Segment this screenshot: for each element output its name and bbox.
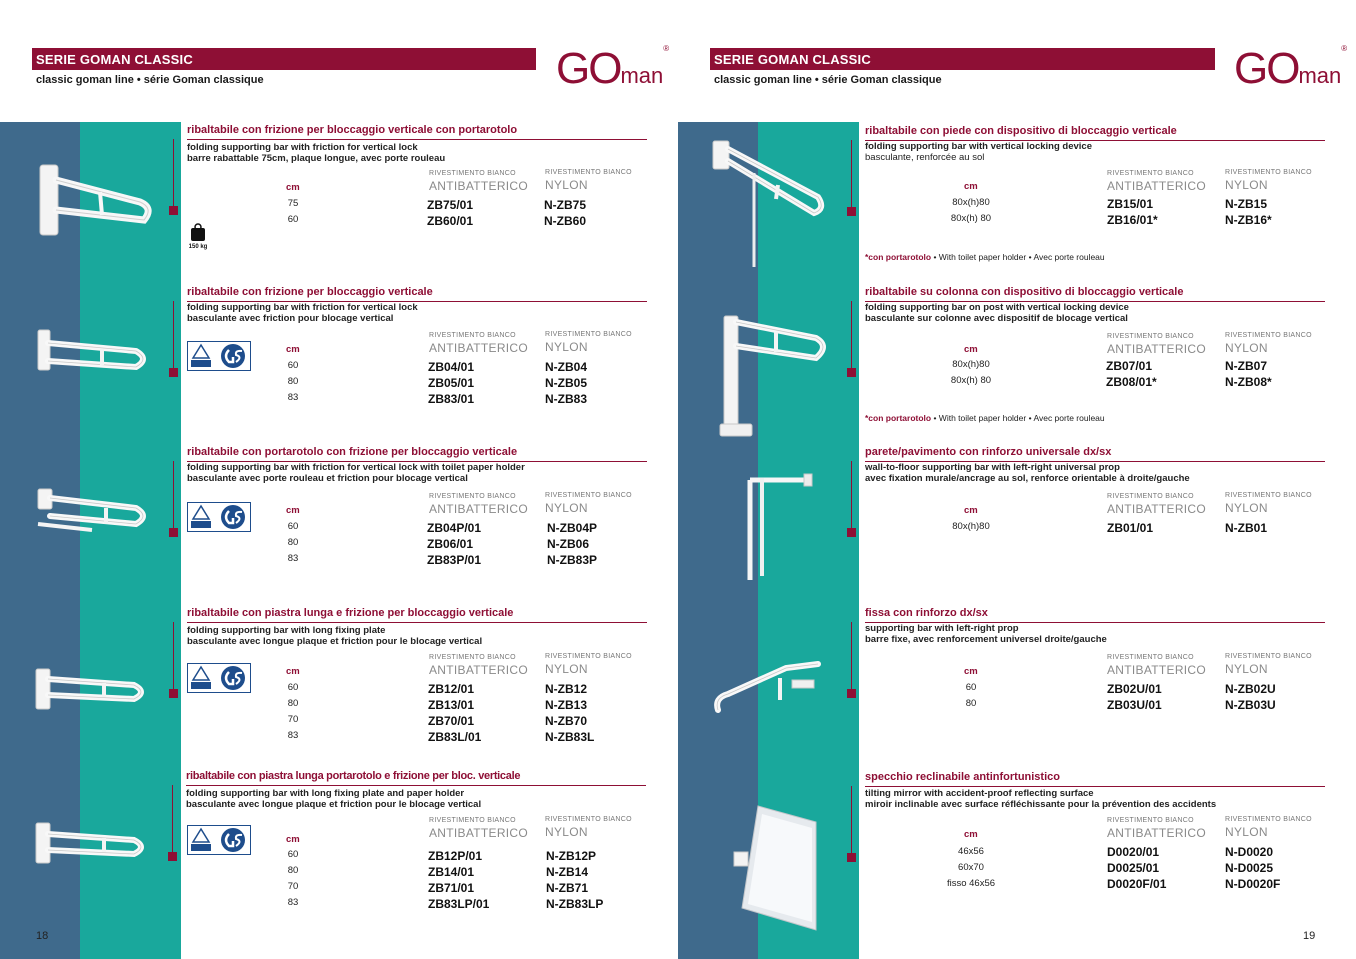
row-nylon-code: N-ZB01 <box>1225 521 1268 535</box>
row-nylon-code: N-ZB07 <box>1225 359 1268 373</box>
row-size: 80x(h) 80 <box>950 213 992 224</box>
col-nylon: NYLON <box>545 340 588 354</box>
section-vertical-rule <box>173 461 174 531</box>
col-nylon: NYLON <box>545 178 588 192</box>
section-vertical-rule <box>851 301 852 371</box>
col-antibatterico: ANTIBATTERICO <box>429 502 529 516</box>
col-nylon-small: RIVESTIMENTO BIANCO <box>545 169 632 176</box>
row-nylon-code: N-ZB05 <box>545 376 588 390</box>
row-nylon-code: N-ZB15 <box>1225 197 1268 211</box>
row-size: 70 <box>287 881 299 892</box>
col-antibatterico-small: RIVESTIMENTO BIANCO <box>1107 654 1194 661</box>
section-title: ribaltabile su colonna con dispositivo di bloccaggio verticale <box>865 286 1184 298</box>
section-desc-fr: basculante avec longue plaque et friction pour le blocage vertical <box>186 799 482 810</box>
row-size: 60 <box>287 849 299 860</box>
col-antibatterico: ANTIBATTERICO <box>1107 179 1207 193</box>
tilting-mirror-image <box>732 800 822 935</box>
section-desc-en: folding supporting bar with vertical locking device <box>865 141 1092 152</box>
row-size: 60 <box>287 682 299 693</box>
section-vertical-rule <box>851 140 852 210</box>
row-size: 80x(h)80 <box>952 197 990 208</box>
product-section-zb12 <box>187 607 647 757</box>
col-nylon-small: RIVESTIMENTO BIANCO <box>545 653 632 660</box>
row-size: 60 <box>287 521 299 532</box>
row-code: D0020/01 <box>1107 845 1160 859</box>
cm-label: cm <box>286 834 300 845</box>
page-number: 18 <box>36 930 49 942</box>
col-antibatterico-small: RIVESTIMENTO BIANCO <box>429 170 516 177</box>
section-marker <box>169 206 178 215</box>
section-desc-en: folding supporting bar with long fixing plate and paper holder <box>186 788 465 799</box>
series-subtitle: classic goman line • série Goman classique <box>714 74 942 86</box>
section-desc-en: folding supporting bar on post with vertical locking device <box>865 302 1129 313</box>
section-title: ribaltabile con frizione per bloccaggio verticale <box>187 286 433 298</box>
cm-label: cm <box>964 829 978 840</box>
row-nylon-code: N-ZB71 <box>546 881 589 895</box>
product-section-zb04 <box>187 286 647 436</box>
folding-bar-on-post-image <box>716 312 836 440</box>
section-marker <box>847 853 856 862</box>
col-antibatterico-small: RIVESTIMENTO BIANCO <box>429 493 516 500</box>
goman-logo: GOman® <box>1234 44 1348 93</box>
row-nylon-code: N-ZB83 <box>545 392 588 406</box>
row-code: ZB60/01 <box>427 214 474 228</box>
tuv-gs-cert-icon <box>187 502 251 532</box>
row-size: 70 <box>287 714 299 725</box>
col-nylon-small: RIVESTIMENTO BIANCO <box>545 331 632 338</box>
col-antibatterico: ANTIBATTERICO <box>429 341 529 355</box>
row-size: 60x70 <box>958 862 984 873</box>
cm-label: cm <box>286 344 300 355</box>
row-code: ZB16/01* <box>1107 213 1158 227</box>
row-nylon-code: N-ZB08* <box>1225 375 1272 389</box>
col-nylon: NYLON <box>1225 501 1268 515</box>
row-code: ZB12/01 <box>428 682 475 696</box>
section-title: ribaltabile con portarotolo con frizione per bloccaggio verticale <box>187 446 518 458</box>
section-vertical-rule <box>172 785 173 855</box>
section-title: ribaltabile con piastra lunga portarotolo e frizione per bloc. verticale <box>186 770 521 782</box>
cm-label: cm <box>964 666 978 677</box>
row-code: ZB83LP/01 <box>428 897 490 911</box>
row-nylon-code: N-ZB06 <box>547 537 590 551</box>
folding-bar-long-plate-holder-image <box>30 820 155 870</box>
section-desc-en: folding supporting bar with friction for vertical lock <box>187 142 418 153</box>
section-desc-fr: basculante avec porte rouleau et friction pour blocage vertical <box>187 473 468 484</box>
row-code: ZB07/01 <box>1106 359 1153 373</box>
col-nylon-small: RIVESTIMENTO BIANCO <box>1225 169 1312 176</box>
col-antibatterico: ANTIBATTERICO <box>1107 663 1207 677</box>
col-antibatterico-small: RIVESTIMENTO BIANCO <box>1107 333 1194 340</box>
row-size: 80 <box>287 376 299 387</box>
row-size: 60 <box>287 214 299 225</box>
section-desc-en: wall-to-floor supporting bar with left-right universal prop <box>865 462 1120 473</box>
row-code: ZB01/01 <box>1107 521 1154 535</box>
section-desc-en: tilting mirror with accident-proof reflecting surface <box>865 788 1094 799</box>
weight-icon <box>188 222 208 242</box>
section-title: ribaltabile con frizione per bloccaggio verticale con portarotolo <box>187 124 518 136</box>
row-size: 80 <box>287 865 299 876</box>
col-nylon: NYLON <box>1225 341 1268 355</box>
col-nylon: NYLON <box>545 662 588 676</box>
col-antibatterico-small: RIVESTIMENTO BIANCO <box>1107 817 1194 824</box>
series-subtitle: classic goman line • série Goman classique <box>36 74 264 86</box>
row-code: ZB75/01 <box>427 198 474 212</box>
section-marker <box>169 528 178 537</box>
section-title: ribaltabile con piede con dispositivo di bloccaggio verticale <box>865 125 1177 137</box>
toilet-paper-holder-note: *con portarotolo • With toilet paper holder • Avec porte rouleau <box>865 252 1105 262</box>
section-desc-en: folding supporting bar with friction for vertical lock with toilet paper holder <box>187 462 525 473</box>
cm-label: cm <box>964 344 978 355</box>
col-nylon: NYLON <box>1225 662 1268 676</box>
col-nylon: NYLON <box>545 825 588 839</box>
section-desc-fr: basculante avec friction pour blocage vertical <box>187 313 394 324</box>
section-desc-fr: basculante, renforcée au sol <box>865 152 985 163</box>
row-size: 75 <box>287 198 299 209</box>
row-size: 80 <box>287 537 299 548</box>
section-rule <box>865 786 1325 787</box>
section-desc-fr: miroir inclinable avec surface réfléchissante pour la prévention des accidents <box>865 799 1217 810</box>
section-desc-fr: barre rabattable 75cm, plaque longue, avec porte rouleau <box>187 153 446 164</box>
right-page <box>678 0 1356 959</box>
section-marker <box>847 528 856 537</box>
product-section-zb07 <box>865 286 1325 436</box>
section-marker <box>847 368 856 377</box>
section-marker <box>169 689 178 698</box>
col-nylon: NYLON <box>1225 178 1268 192</box>
col-nylon-small: RIVESTIMENTO BIANCO <box>1225 816 1312 823</box>
section-title: fissa con rinforzo dx/sx <box>865 607 988 619</box>
row-nylon-code: N-D0020 <box>1225 845 1274 859</box>
row-code: ZB14/01 <box>428 865 475 879</box>
row-code: ZB70/01 <box>428 714 475 728</box>
weight-label: 150 kg <box>188 244 208 250</box>
col-antibatterico-small: RIVESTIMENTO BIANCO <box>429 654 516 661</box>
row-code: ZB83/01 <box>428 392 475 406</box>
row-nylon-code: N-ZB60 <box>544 214 587 228</box>
row-code: ZB06/01 <box>427 537 474 551</box>
goman-logo: GOman® <box>556 44 670 93</box>
section-vertical-rule <box>851 786 852 856</box>
toilet-paper-holder-note: *con portarotolo • With toilet paper holder • Avec porte rouleau <box>865 413 1105 423</box>
series-title: SERIE GOMAN CLASSIC <box>36 52 193 67</box>
product-section-zb12p <box>186 770 646 920</box>
product-section-d0020 <box>865 771 1325 921</box>
row-code: ZB02U/01 <box>1107 682 1162 696</box>
row-size: 80x(h)80 <box>952 359 990 370</box>
col-antibatterico: ANTIBATTERICO <box>429 663 529 677</box>
cm-label: cm <box>964 505 978 516</box>
row-nylon-code: N-ZB83P <box>547 553 598 567</box>
section-desc-en: folding supporting bar with long fixing plate <box>187 625 386 636</box>
section-marker <box>847 207 856 216</box>
row-nylon-code: N-ZB02U <box>1225 682 1276 696</box>
tuv-gs-cert-icon <box>187 341 251 371</box>
cm-label: cm <box>286 666 300 677</box>
section-vertical-rule <box>851 622 852 692</box>
section-vertical-rule <box>851 461 852 531</box>
row-code: D0020F/01 <box>1107 877 1167 891</box>
row-code: ZB05/01 <box>428 376 475 390</box>
row-size: 83 <box>287 897 299 908</box>
col-antibatterico-small: RIVESTIMENTO BIANCO <box>429 817 516 824</box>
series-title: SERIE GOMAN CLASSIC <box>714 52 871 67</box>
row-size: 83 <box>287 553 299 564</box>
col-nylon-small: RIVESTIMENTO BIANCO <box>545 816 632 823</box>
row-size: 60 <box>965 682 977 693</box>
row-nylon-code: N-ZB12P <box>546 849 597 863</box>
product-section-zb75 <box>187 124 647 274</box>
row-size: 80x(h)80 <box>952 521 990 532</box>
col-antibatterico: ANTIBATTERICO <box>1107 502 1207 516</box>
col-antibatterico: ANTIBATTERICO <box>429 179 529 193</box>
section-rule <box>187 139 647 140</box>
col-nylon: NYLON <box>1225 825 1268 839</box>
folding-bar-75-image <box>30 150 160 245</box>
row-code: ZB83L/01 <box>428 730 482 744</box>
row-size: 83 <box>287 730 299 741</box>
section-desc-fr: basculante sur colonne avec dispositif de blocage vertical <box>865 313 1128 324</box>
product-section-zb02u <box>865 607 1325 757</box>
row-nylon-code: N-D0025 <box>1225 861 1274 875</box>
section-desc-fr: barre fixe, avec renforcement universel droite/gauche <box>865 634 1107 645</box>
section-desc-en: supporting bar with left-right prop <box>865 623 1019 634</box>
cm-label: cm <box>286 505 300 516</box>
row-nylon-code: N-ZB13 <box>545 698 588 712</box>
col-antibatterico: ANTIBATTERICO <box>429 826 529 840</box>
row-code: ZB03U/01 <box>1107 698 1162 712</box>
folding-bar-long-plate-image <box>30 665 155 715</box>
folding-bar-with-leg-image <box>708 135 833 270</box>
row-size: 80 <box>287 698 299 709</box>
col-antibatterico-small: RIVESTIMENTO BIANCO <box>1107 493 1194 500</box>
product-section-zb01 <box>865 446 1325 596</box>
row-nylon-code: N-ZB03U <box>1225 698 1276 712</box>
page-number: 19 <box>1303 930 1316 942</box>
row-code: ZB12P/01 <box>428 849 483 863</box>
section-vertical-rule <box>173 301 174 371</box>
row-nylon-code: N-ZB83L <box>545 730 595 744</box>
product-section-zb15 <box>865 125 1325 275</box>
col-nylon: NYLON <box>545 501 588 515</box>
section-marker <box>168 852 177 861</box>
col-antibatterico-small: RIVESTIMENTO BIANCO <box>429 332 516 339</box>
col-antibatterico: ANTIBATTERICO <box>1107 826 1207 840</box>
col-antibatterico: ANTIBATTERICO <box>1107 342 1207 356</box>
folding-bar-paper-holder-image <box>32 486 157 551</box>
section-title: ribaltabile con piastra lunga e frizione per bloccaggio verticale <box>187 607 514 619</box>
col-nylon-small: RIVESTIMENTO BIANCO <box>1225 332 1312 339</box>
section-marker <box>847 689 856 698</box>
row-code: ZB71/01 <box>428 881 475 895</box>
row-nylon-code: N-ZB04 <box>545 360 588 374</box>
cm-label: cm <box>286 182 300 193</box>
wall-to-floor-bar-image <box>736 470 816 585</box>
row-nylon-code: N-ZB70 <box>545 714 588 728</box>
row-code: ZB08/01* <box>1106 375 1157 389</box>
section-desc-fr: avec fixation murale/ancrage au sol, renforce orientable à droite/gauche <box>865 473 1190 484</box>
row-size: 60 <box>287 360 299 371</box>
row-code: ZB04/01 <box>428 360 475 374</box>
tuv-gs-cert-icon <box>187 663 251 693</box>
col-nylon-small: RIVESTIMENTO BIANCO <box>545 492 632 499</box>
section-rule <box>187 622 647 623</box>
row-nylon-code: N-ZB04P <box>547 521 598 535</box>
section-desc-fr: basculante avec longue plaque et friction pour le blocage vertical <box>187 636 483 647</box>
row-size: fisso 46x56 <box>946 878 996 889</box>
row-size: 80x(h) 80 <box>950 375 992 386</box>
row-code: ZB04P/01 <box>427 521 482 535</box>
row-code: ZB15/01 <box>1107 197 1154 211</box>
section-title: parete/pavimento con rinforzo universale dx/sx <box>865 446 1112 458</box>
section-marker <box>169 368 178 377</box>
section-rule <box>186 785 646 786</box>
folding-bar-image <box>32 325 157 385</box>
product-section-zb04p <box>187 446 647 596</box>
row-nylon-code: N-ZB14 <box>546 865 589 879</box>
fixed-bar-with-prop-image <box>714 660 834 720</box>
cm-label: cm <box>964 181 978 192</box>
row-code: D0025/01 <box>1107 861 1160 875</box>
section-vertical-rule <box>173 622 174 692</box>
col-nylon-small: RIVESTIMENTO BIANCO <box>1225 653 1312 660</box>
col-antibatterico-small: RIVESTIMENTO BIANCO <box>1107 170 1194 177</box>
row-code: ZB83P/01 <box>427 553 482 567</box>
row-size: 46x56 <box>958 846 984 857</box>
row-size: 80 <box>965 698 977 709</box>
row-nylon-code: N-D0020F <box>1225 877 1281 891</box>
section-desc-en: folding supporting bar with friction for vertical lock <box>187 302 418 313</box>
row-size: 83 <box>287 392 299 403</box>
tuv-gs-cert-icon <box>187 825 251 855</box>
row-code: ZB13/01 <box>428 698 475 712</box>
row-nylon-code: N-ZB75 <box>544 198 587 212</box>
row-nylon-code: N-ZB83LP <box>546 897 604 911</box>
section-vertical-rule <box>173 139 174 209</box>
section-title: specchio reclinabile antinfortunistico <box>865 771 1060 783</box>
row-nylon-code: N-ZB16* <box>1225 213 1272 227</box>
col-nylon-small: RIVESTIMENTO BIANCO <box>1225 492 1312 499</box>
row-nylon-code: N-ZB12 <box>545 682 588 696</box>
